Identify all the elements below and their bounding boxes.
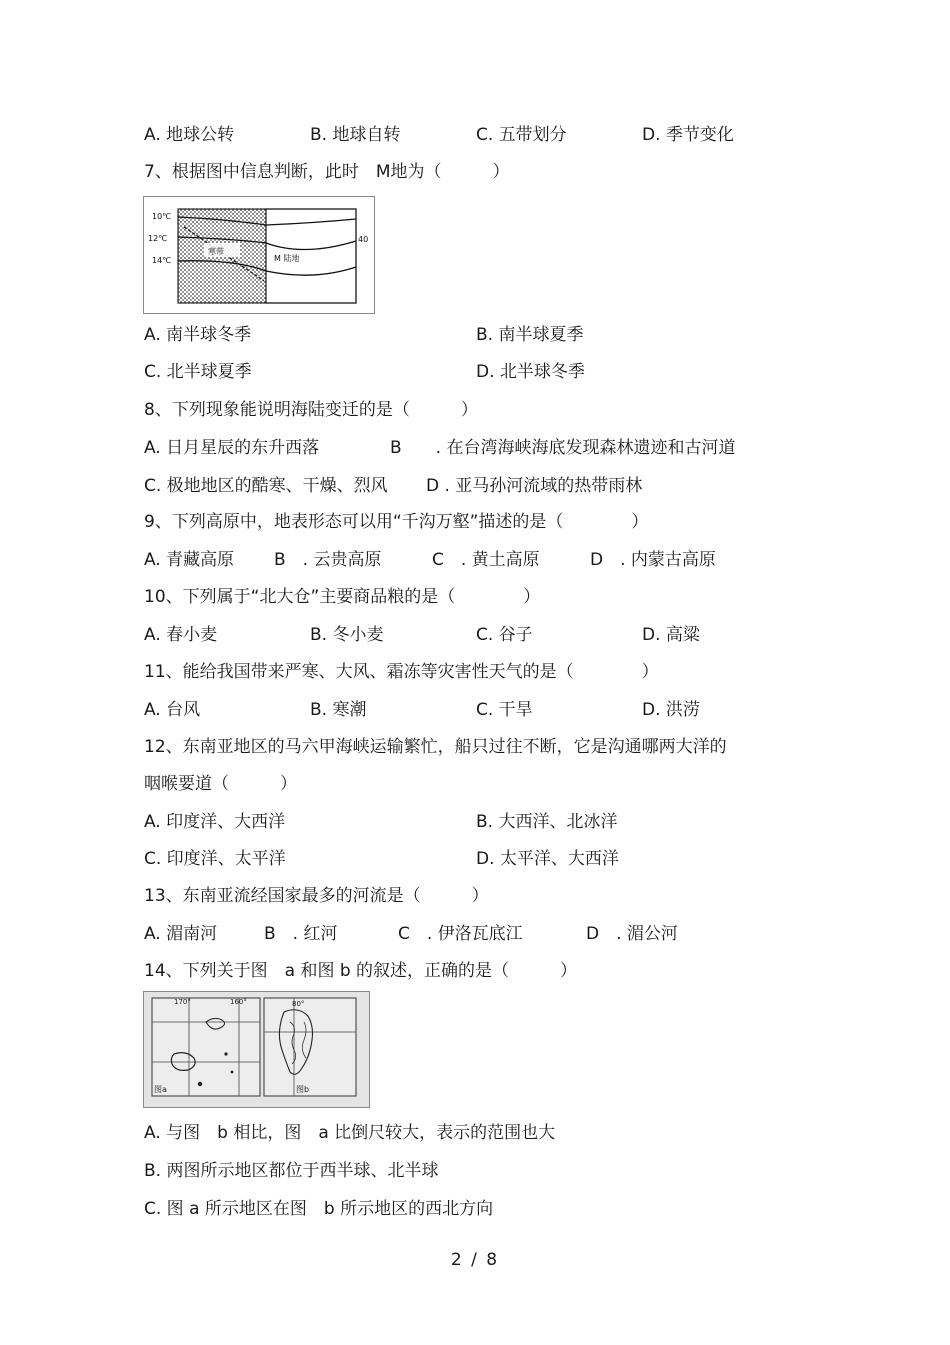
q7-stem: 7、根据图中信息判断，此时 M地为（ ） bbox=[144, 162, 510, 182]
svg-text:10℃: 10℃ bbox=[152, 212, 172, 221]
q14-option-b: B. 两图所示地区都位于西半球、北半球 bbox=[144, 1161, 439, 1181]
q13-option-c: C . 伊洛瓦底江 bbox=[398, 924, 523, 944]
q8-option-c: C. 极地地区的酷寒、干燥、烈风 bbox=[144, 476, 388, 496]
q14-option-c: C. 图 a 所示地区在图 b 所示地区的西北方向 bbox=[144, 1199, 494, 1219]
q13-option-a: A. 湄南河 bbox=[144, 924, 218, 944]
q12-option-b: B. 大西洋、北冰洋 bbox=[476, 812, 618, 832]
q9-option-b: B . 云贵高原 bbox=[274, 550, 382, 570]
q11-option-d: D. 洪涝 bbox=[642, 700, 700, 720]
q9-option-a: A. 青藏高原 bbox=[144, 550, 235, 570]
svg-text:40: 40 bbox=[358, 235, 369, 244]
page-number: 2 / 8 bbox=[450, 1250, 500, 1270]
q11-option-c: C. 干旱 bbox=[476, 700, 533, 720]
q12-option-d: D. 太平洋、大西洋 bbox=[476, 849, 619, 869]
svg-text:80°: 80° bbox=[292, 1000, 305, 1008]
q7-option-b: B. 南半球夏季 bbox=[476, 325, 584, 345]
q11-option-b: B. 寒潮 bbox=[310, 700, 367, 720]
q14-option-a: A. 与图 b 相比，图 a 比倒尺较大，表示的范围也大 bbox=[144, 1123, 556, 1143]
q13-option-b: B . 红河 bbox=[264, 924, 338, 944]
q11-option-a: A. 台风 bbox=[144, 700, 201, 720]
q8-option-b: B . 在台湾海峡海底发现森林遗迹和古河道 bbox=[390, 438, 736, 458]
q10-stem: 10、下列属于“北大仓”主要商品粮的是（ ） bbox=[144, 587, 541, 607]
q12-stem-line1: 12、东南亚地区的马六甲海峡运输繁忙，船只过往不断，它是沟通哪两大洋的 bbox=[144, 737, 727, 757]
q9-option-d: D . 内蒙古高原 bbox=[590, 550, 716, 570]
q6-option-c: C. 五带划分 bbox=[476, 125, 567, 145]
q10-option-d: D. 高粱 bbox=[642, 625, 700, 645]
q7-isotherm-figure bbox=[143, 196, 375, 314]
q14-stem: 14、下列关于图 a 和图 b 的叙述，正确的是（ ） bbox=[144, 961, 578, 981]
q9-stem: 9、下列高原中，地表形态可以用“千沟万壑”描述的是（ ） bbox=[144, 512, 649, 532]
q6-option-d: D. 季节变化 bbox=[642, 125, 734, 145]
svg-text:M 陆地: M 陆地 bbox=[274, 254, 300, 263]
svg-text:14℃: 14℃ bbox=[152, 256, 172, 265]
q6-option-a: A. 地球公转 bbox=[144, 125, 235, 145]
q8-option-a: A. 日月星辰的东升西落 bbox=[144, 438, 320, 458]
q12-option-c: C. 印度洋、太平洋 bbox=[144, 849, 286, 869]
q12-option-a: A. 印度洋、大西洋 bbox=[144, 812, 286, 832]
q8-option-d: D . 亚马孙河流域的热带雨林 bbox=[426, 476, 643, 496]
q13-stem: 13、东南亚流经国家最多的河流是（ ） bbox=[144, 886, 489, 906]
q10-option-a: A. 春小麦 bbox=[144, 625, 218, 645]
q7-option-c: C. 北半球夏季 bbox=[144, 362, 252, 382]
q7-option-d: D. 北半球冬季 bbox=[476, 362, 585, 382]
q6-option-b: B. 地球自转 bbox=[310, 125, 401, 145]
svg-text:图b: 图b bbox=[296, 1085, 310, 1094]
q10-option-b: B. 冬小麦 bbox=[310, 625, 384, 645]
q12-stem-line2: 咽喉要道（ ） bbox=[144, 774, 297, 794]
svg-text:160°: 160° bbox=[230, 998, 247, 1006]
q13-option-d: D . 湄公河 bbox=[586, 924, 678, 944]
svg-text:170°: 170° bbox=[174, 998, 191, 1006]
q8-stem: 8、下列现象能说明海陆变迁的是（ ） bbox=[144, 400, 478, 420]
q9-option-c: C . 黄土高原 bbox=[432, 550, 540, 570]
q11-stem: 11、能给我国带来严寒、大风、霜冻等灾害性天气的是（ ） bbox=[144, 662, 659, 682]
svg-text:图a: 图a bbox=[154, 1085, 167, 1094]
q10-option-c: C. 谷子 bbox=[476, 625, 533, 645]
q7-option-a: A. 南半球冬季 bbox=[144, 325, 252, 345]
q14-maps-figure bbox=[143, 991, 370, 1108]
svg-text:寒带: 寒带 bbox=[208, 247, 224, 256]
svg-text:12℃: 12℃ bbox=[148, 234, 168, 243]
